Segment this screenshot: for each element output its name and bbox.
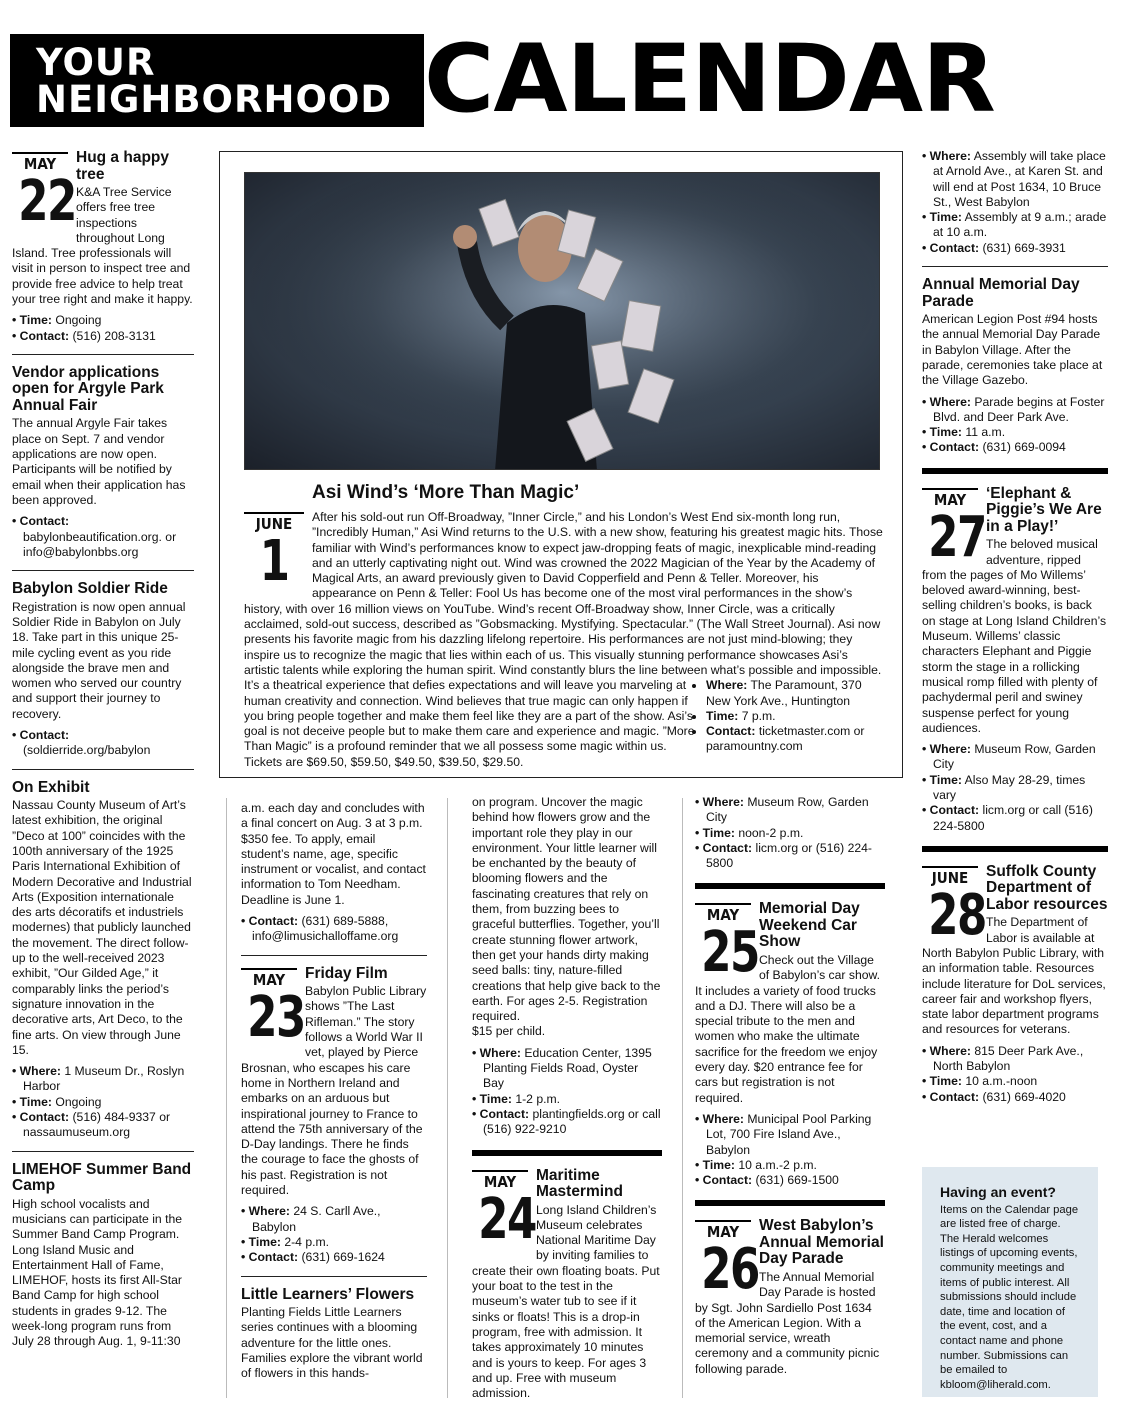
event-memorial-parade: Annual Memorial Day Parade American Legion Post #94 hosts the annual Memorial Day Parade in Babylon Village. After the parade, ceremonies take place at the Village Gazebo. • Where: Parade begins at Foster Blvd. and Deer Park Ave. • Time: 11 a.m. • Contact: (631) 669-0094: [922, 277, 1108, 456]
date-badge: MAY 23: [241, 966, 297, 1048]
event-title: Hug a happy tree: [76, 149, 170, 183]
masthead-calendar: CALENDAR: [424, 34, 995, 127]
event-car-show: MAY 25 Memorial Day Weekend Car Show Check out the Village of Babylon’s car show. It includes a variety of food trucks and a DJ. There will also be a special tribute to the men and women who make the ultimate sacrifice for the freedom we enjoy every day. $20 entrance fee for cars but registration is not required. • Where: Municipal Pool Parking Lot, 700 Fire Island Ave., Babylon • Time: 10 a.m.-2 p.m. • Contact: (631) 669-1500: [695, 901, 885, 1188]
magician-illustration: [245, 173, 880, 470]
feature-body-2: It’s a theatrical experience that defies expectations and will leave you marveling at human creativity and connection. Wind believes that true magic can only happen if you bring people together and make them feel like they are a part of the show. Asi’s goal is not deceive people but to make them care and experience and magic. ”More Than Magic” is a profound reminder that we all possess some magic within us. Tickets are $69.50, $59.50, $49.50, $39.50, $29.50.: [244, 678, 695, 769]
column-4: • Where: Museum Row, Garden City • Time: noon-2 p.m. • Contact: licm.org or (516) 224-5800 MAY 25 Memorial Day Weekend Car Show Check out the Village of Babylon’s car show. It includes a variety of food trucks and a DJ. There will also be a special tribute to the men and women who make the ultimate sacrifice for the freedom we enjoy every day. $20 entrance fee for cars but registration is not required. • Where: Municipal Pool Parking Lot, 700 Fire Island Ave., Babylon • Time: 10 a.m.-2 p.m. • Contact: (631) 669-1500 MAY 26 West Babylon’s Annual Memorial Day Parade The Annual Memorial Day Parade is hosted by Sgt. John Sardiello Post 1634 of the American Legion. With a memorial service, wreath ceremony and a community picnic following parade.: [695, 795, 885, 1377]
column-2: a.m. each day and concludes with a final concert on Aug. 3 at 3 p.m. $350 fee. To apply, email student’s name, age, specific instrument or vocalist, and contact information to Tom Needham. Deadline is June 1. • Contact: (631) 689-5888, info@limusichalloffame.org MAY 23 Friday Film Babylon Public Library shows ”The Last Rifleman.” The story follows a World War II vet, played by Pierce Brosnan, who escapes his care home in Northern Ireland and embarks on an arduous but inspirational journey to France to attend the 75th anniversary of the D-Day landings. There he finds the courage to face the ghosts of his past. Registration is not required. • Where: 24 S. Carll Ave., Babylon • Time: 2-4 p.m. • Contact: (631) 669-1624 Little Learners’ Flowers Planting Fields Little Learners series continues with a blooming adventure for the little ones. Families explore the vibrant world of flowers in this hands-: [241, 801, 427, 1382]
magician-photo: [244, 172, 880, 470]
event-on-exhibit: On Exhibit Nassau County Museum of Art’s latest exhibition, the original ”Deco at 100” coincides with the 100th anniversary of the 1925 Paris International Exhibition of Modern Decorative and Industrial Arts (Exposition internationale des arts décoratifs et industriels modernes) that publicly launched the movement. The direct follow-up to the well-received 2023 exhibit, ”Our Gilded Age,” it comparably links the period’s signature innovation in the decorative arts, Art Deco, to the fine arts. On view through June 15. • Where: 1 Museum Dr., Roslyn Harbor • Time: Ongoing • Contact: (516) 484-9337 or nassaumuseum.org: [12, 780, 194, 1141]
masthead-line1: YOUR: [36, 41, 156, 84]
event-elephant-piggie: MAY 27 ‘Elephant & Piggie’s We Are in a Play!’ The beloved musical adventure, ripped from the pages of Mo Willems’ beloved award-winning, best-selling children’s books, is back on stage at Long Island Children’s Museum. Willems’ classic characters Elephant and Piggie storm the stage in a rollicking musical romp filled with plenty of pachydermal peril and swiney suspense perfect for young audiences. • Where: Museum Row, Garden City • Time: Also May 28-29, times vary • Contact: licm.org or call (516) 224-5800: [922, 486, 1108, 834]
event-body: K&A Tree Service offers free tree inspections throughout Long Island. Tree professionals will visit in person to inspect tree and provide free advice to help treat your tree right and make it happy.: [12, 185, 193, 307]
masthead-line2: NEIGHBORHOOD: [36, 78, 393, 121]
event-vendor: Vendor applications open for Argyle Park Annual Fair The annual Argyle Fair takes place on Sept. 7 and vendor applications are now open. Participants will be notified by email when their application has been approved. • Contact: babylonbeautification.org. or info@babylonbbs.org: [12, 365, 194, 560]
event-body: Long Island Children’s Museum celebrates National Maritime Day by inviting families to create their own floating boats. Put your boat to the test in the museum’s water tub to see if it sinks or floats! This is a drop-in program, free with admission. It takes approximately 10 minutes and is yours to keep. For ages 3 and up. Free with museum admission.: [472, 1202, 660, 1401]
having-an-event-box: [922, 1167, 1098, 1397]
event-title: Babylon Soldier Ride: [12, 580, 168, 598]
feature-title: Asi Wind’s ‘More Than Magic’: [312, 482, 580, 503]
date-badge: MAY 26: [695, 1218, 751, 1300]
date-badge: MAY 25: [695, 901, 751, 983]
thick-divider: [472, 1150, 662, 1156]
column-5: • Where: Assembly will take place at Arnold Ave., at Karen St. and will end at Post 1634, 10 Bruce St., West Babylon • Time: Assembly at 9 a.m.; arade at 10 a.m. • Contact: (631) 669-3931 Annual Memorial Day Parade American Legion Post #94 hosts the annual Memorial Day Parade in Babylon Village. After the parade, ceremonies take place at the Village Gazebo. • Where: Parade begins at Foster Blvd. and Deer Park Ave. • Time: 11 a.m. • Contact: (631) 669-0094 MAY 27 ‘Elephant & Piggie’s We Are in a Play!’ The beloved musical adventure, ripped from the pages of Mo Willems’ beloved award-winning, best-selling children’s books, is back on stage at Long Island Children’s Museum. Willems’ classic characters Elephant and Piggie storm the stage in a rollicking musical romp filled with plenty of pachydermal peril and swiney suspense perfect for young audiences. • Where: Museum Row, Garden City • Time: Also May 28-29, times vary • Contact: licm.org or call (516) 224-5800 JUNE 28 Suffolk County Department of Labor resources The Department of Labor is available at North Babylon Public Library, with an information table. Resources include literature for DoL services, career fair and workshop flyers, state labor department programs and resources for veterans. • Where: 815 Deer Park Ave., North Babylon • Time: 10 a.m.-noon • Contact: (631) 669-4020: [922, 149, 1108, 1105]
divider: [12, 354, 194, 355]
event-body: The Annual Memorial Day Parade is hosted by Sgt. John Sardiello Post 1634 of the American Legion. With a memorial service, wreath ceremony and a community picnic following parade.: [695, 1269, 880, 1376]
learners-fee: $15 per child.: [472, 1024, 546, 1039]
event-little-learners: [241, 1287, 427, 1382]
thick-divider: [695, 883, 885, 889]
date-badge: JUNE 1: [244, 510, 304, 592]
thick-divider: [695, 1200, 885, 1206]
box-body: Items on the Calendar page are listed free of charge. The Herald welcomes listings of upcoming events, community meetings and items of public interest. All submissions should include date, time and location of the event, cost, and a contact name and phone number. Submissions can be emailed to kbloom@liherald.com.: [940, 1203, 1079, 1391]
date-badge: MAY 24: [472, 1168, 528, 1250]
event-body: Babylon Public Library shows ”The Last Rifleman.” The story follows a World War II vet, played by Pierce Brosnan, who escapes his care home in Northern Ireland and embarks on an arduous but inspirational journey to France to attend the 75th anniversary of the D-Day landings. There he finds the courage to face the ghosts of his past. Registration is not required.: [241, 984, 427, 1198]
thick-divider: [922, 468, 1108, 474]
divider: [241, 1276, 427, 1277]
event-body: Nassau County Museum of Art’s latest exhibition, the original ”Deco at 100” coincides with the 100th anniversary of the 1925 Paris International Exhibition of Modern Decorative and Industrial Arts (Exposition internationale des arts décoratifs et industriels modernes) that publicly launched the movement. The direct follow-up to the well-received 2023 exhibit, ”Our Gilded Age,” it comparably links the period’s signature innovation in the decorative arts, Art Deco, to the fine arts. On view through June 15.: [12, 798, 192, 1057]
column-rule: [226, 798, 227, 1398]
event-title: Little Learners’ Flowers: [241, 1285, 415, 1303]
column-rule: [682, 798, 683, 1398]
divider: [12, 769, 194, 770]
divider: [12, 1151, 194, 1152]
masthead-left: [36, 41, 393, 121]
learners-continued: on program. Uncover the magic behind how flowers grow and the important role they play in our environment. Your little learner will be enchanted by the beauty of blooming flowers and the fascinating creatures that rely on them, from buzzing bees to graceful butterflies. Together, you’ll create stunning flower artwork, then get your hands dirty making seed balls: tiny, nature-filled creations that help give back to the earth. For ages 2-5. Registration required.: [472, 795, 661, 1024]
event-body: Registration is now open annual Soldier Ride in Babylon on July 18. Take part in this unique 25-mile cycling event as you ride alongside the brave men and women who served our country and support their journey to recovery.: [12, 599, 186, 721]
box-title: Having an event?: [940, 1184, 1056, 1200]
event-body: The beloved musical adventure, ripped from the pages of Mo Willems’ beloved award-winning, best-selling children’s books, is back on stage at Long Island Children’s Museum. Willems’ classic characters Elephant and Piggie storm the stage in a rollicking musical romp filled with plenty of pachydermal peril and swiney suspense perfect for young audiences.: [922, 537, 1107, 735]
event-title: Friday Film: [305, 964, 388, 982]
divider: [12, 570, 194, 571]
divider: [922, 266, 1108, 267]
date-badge: JUNE 28: [922, 864, 978, 946]
date-badge: MAY 22: [12, 150, 68, 232]
divider: [241, 955, 427, 956]
event-limehof: [12, 1162, 194, 1350]
limehof-continued: a.m. each day and concludes with a final concert on Aug. 3 at 3 p.m. $350 fee. To apply, email student’s name, age, specific instrument or vocalist, and contact information to Tom Needham. Deadline is June 1.: [241, 801, 426, 907]
event-body: The Department of Labor is available at North Babylon Public Library, with an information table. Resources include literature for DoL services, career fair and workshop flyers, state labor department programs and resources for veterans.: [922, 915, 1106, 1037]
event-suffolk-labor: JUNE 28 Suffolk County Department of Labor resources The Department of Labor is available at North Babylon Public Library, with an information table. Resources include literature for DoL services, career fair and workshop flyers, state labor department programs and resources for veterans. • Where: 815 Deer Park Ave., North Babylon • Time: 10 a.m.-noon • Contact: (631) 669-4020: [922, 864, 1108, 1105]
event-body: The annual Argyle Fair takes place on Sept. 7 and vendor applications are now open. Participants will be notified by email when their application has been approved.: [12, 416, 186, 507]
feature-text: JUNE 1 After his sold-out run Off-Broadway, ”Inner Circle,” and his London’s West End six-month long run, ”Incredibly Human,” Asi Wind returns to the U.S. with a new show, featuring his greatest magic hits. Those familiar with Wind’s performances know to expect jaw-dropping feats of magic, inexplicable mind-reading and an utterly captivating night out. Wind was crowned the 2022 Magician of the Year by the Academy of Magical Arts, an award previously given to David Copperfield and Penn & Teller. Moreover, his appearance on Penn & Teller: Fool Us has become one of the most viral performances in the show’s history, with over 16 million views on YouTube. Wind’s recent Off-Broadway show, Inner Circle, was a critically acclaimed, sold-out success, described as ”Gobsmacking. Mystifying. Spectacular.” (The Wall Street Journal). Asi now presents his favorite magic from his dazzling lifelong repertoire. His performances are not just mind-blowing; they inspire us to recognize the magic that lies within each of us. This visually stunning performance showcases Asi’s artistic talents while exploring the human spirit. Wind constantly blurs the line between what’s possible and impossible. It’s a theatrical experience that defies expectations and will leave you marveling at human creativity and connection. Wind believes that true magic can only happen if you bring people together and make them feel like they are a part of the show. Asi’s goal is not deceive people but to make them care and experience and magic. ”More Than Magic” is a profound reminder that we all possess some magic within us. Tickets are $69.50, $59.50, $49.50, $39.50, $29.50. • Where: The Paramount, 370 New York Ave., Huntington • Time: 7 p.m. • Contact: ticketmaster.com or paramountny.com: [244, 510, 884, 770]
event-body: High school vocalists and musicians can participate in the Summer Band Camp Program. Long Island Music and Entertainment Hall of Fame, LIMEHOF, hosts its first All-Star Band Camp for high school students in grades 9-12. The week-long program runs from July 28 through Aug. 1, 9-11:30: [12, 1196, 183, 1349]
column-3: on program. Uncover the magic behind how flowers grow and the important role they play in our environment. Your little learner will be enchanted by the beauty of blooming flowers and the fascinating creatures that rely on them, from buzzing bees to graceful butterflies. Together, you’ll create stunning flower artwork, then get your hands dirty making seed balls: tiny, nature-filled creations that help give back to the earth. For ages 2-5. Registration required. $15 per child. • Where: Education Center, 1395 Planting Fields Road, Oyster Bay • Time: 1-2 p.m. • Contact: plantingfields.org or call (516) 922-9210 MAY 24 Maritime Mastermind Long Island Children’s Museum celebrates National Maritime Day by inviting families to create their own floating boats. Put your boat to the test in the museum’s water tub to see if it sinks or floats! This is a drop-in program, free with admission. It takes approximately 10 minutes and is yours to keep. For ages 3 and up. Free with museum admission.: [472, 795, 662, 1401]
event-title: ‘Elephant & Piggie’s We Are in a Play!’: [986, 484, 1102, 535]
event-wb-parade: [695, 1218, 885, 1377]
event-title: LIMEHOF Summer Band Camp: [12, 1160, 192, 1195]
event-title: West Babylon’s Annual Memorial Day Parade: [759, 1217, 884, 1268]
event-title: Annual Memorial Day Parade: [922, 276, 1080, 310]
event-title: Maritime Mastermind: [536, 1166, 623, 1201]
event-maritime: [472, 1168, 662, 1402]
event-hug-tree: MAY 22 Hug a happy tree K&A Tree Service offers free tree inspections throughout Long Island. Tree professionals will visit in person to inspect tree and provide free advice to help treat your tree right and make it happy. • Time: Ongoing • Contact: (516) 208-3131: [12, 150, 194, 344]
event-title: On Exhibit: [12, 778, 90, 796]
event-body: Planting Fields Little Learners series continues with a blooming adventure for the little ones. Families explore the vibrant world of flowers in this hands-: [241, 1305, 423, 1381]
event-soldier-ride: Babylon Soldier Ride Registration is now open annual Soldier Ride in Babylon on July 18. Take part in this unique 25-mile cycling event as you ride alongside the brave men and women who served our country and support their journey to recovery. • Contact: (soldierride.org/babylon: [12, 581, 194, 758]
date-badge: MAY 27: [922, 486, 978, 568]
column-1: [12, 150, 194, 1350]
feature-box: [219, 151, 903, 778]
masthead: [10, 34, 1104, 127]
event-body: American Legion Post #94 hosts the annual Memorial Day Parade in Babylon Village. After the parade, ceremonies take place at the Village Gazebo.: [922, 312, 1103, 388]
thick-divider: [922, 846, 1108, 852]
event-title: Suffolk County Department of Labor resources: [986, 862, 1108, 913]
feature-body-1: After his sold-out run Off-Broadway, ”Inner Circle,” and his London’s West End six-month long run, ”Incredibly Human,” Asi Wind returns to the U.S. with a new show, featuring his greatest magic hits. Those familiar with Wind’s performances know to expect jaw-dropping feats of magic, inexplicable mind-reading and an utterly captivating night out. Wind was crowned the 2022 Magician of the Year by the Academy of Magical Arts, an award previously given to David Copperfield and Penn & Teller. Moreover, his appearance on Penn & Teller: Fool Us has become one of the most viral performances in the show’s history, with over 16 million views on YouTube. Wind’s recent Off-Broadway show, Inner Circle, was a critically acclaimed, sold-out success, described as ”Gobsmacking. Mystifying. Spectacular.” (The Wall Street Journal). Asi now presents his favorite magic from his dazzling lifelong repertoire. His performances are not just mind-blowing; they inspire us to recognize the magic that lies within each of us. This visually stunning performance showcases Asi’s artistic talents while exploring the human spirit. Wind constantly blurs the line between what’s possible and impossible.: [244, 510, 883, 677]
event-friday-film: MAY 23 Friday Film Babylon Public Library shows ”The Last Rifleman.” The story follows a World War II vet, played by Pierce Brosnan, who escapes his care home in Northern Ireland and embarks on an arduous but inspirational journey to France to attend the 75th anniversary of the D-Day landings. There he finds the courage to face the ghosts of his past. Registration is not required. • Where: 24 S. Carll Ave., Babylon • Time: 2-4 p.m. • Contact: (631) 669-1624: [241, 966, 427, 1266]
event-title: Vendor applications open for Argyle Park Annual Fair: [12, 363, 164, 414]
event-body: Check out the Village of Babylon’s car show. It includes a variety of food trucks and a DJ. There will also be a special tribute to the men and women who make the ultimate sacrifice for the freedom we enjoy every day. $20 entrance fee for cars but registration is not required.: [695, 952, 881, 1105]
column-rule: [447, 798, 448, 1398]
event-title: Memorial Day Weekend Car Show: [759, 900, 860, 951]
